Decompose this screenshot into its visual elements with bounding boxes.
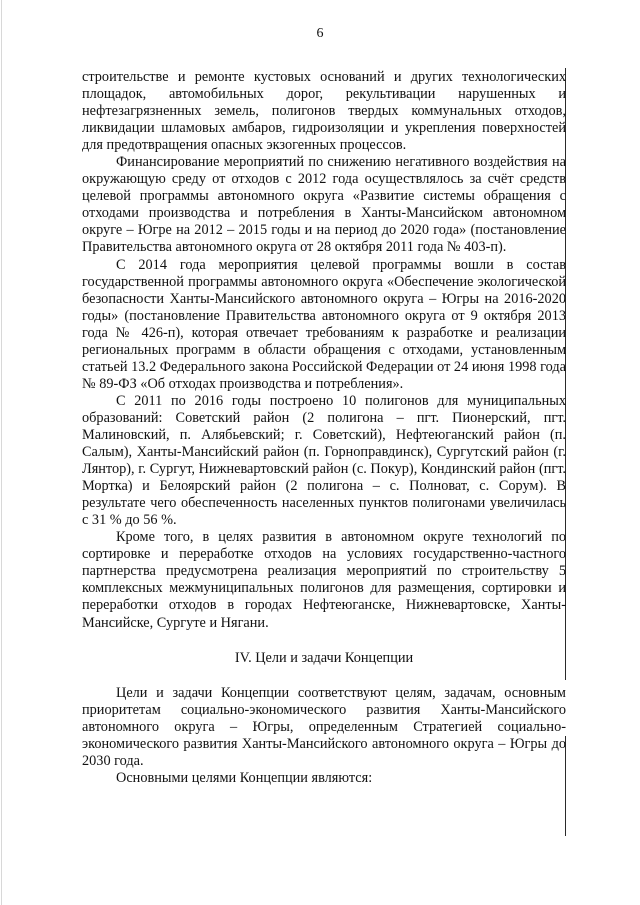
paragraph-state-program: С 2014 года мероприятия целевой программы вошли в состав государственной программы автономного округа «Обеспечение экологической безопасности Ханты-Мансийского автономного округа – Югры на 2016-2020 годы» (постановление Правительства автономного округа от 9 октября 2013 года № 426-п), которая отвечает требованиям к разработке и реализации региональных программ в области обращения с отходами, установленным статьей 13.2 Федерального закона Российской Федерации от 24 июня 1998 года № 89-ФЗ «Об отходах производства и потребления». bbox=[82, 256, 566, 392]
paragraph-partnership: Кроме того, в целях развития в автономном округе технологий по сортировке и переработке отходов на условиях государственно-частного партнерства предусмотрена реализация мероприятий по строительству 5 комплексных межмуниципальных полигонов для размещения, сортировки и переработки отходов в городах Нефтеюганске, Нижневартовске, Ханты-Мансийске, Сургуте и Нягани. bbox=[82, 529, 566, 631]
paragraph-continuation: строительстве и ремонте кустовых оснований и других технологических площадок, автомобильных дорог, рекультивации нарушенных и нефтезагрязненных земель, полигонов твердых коммунальных отходов, ликвидации шламовых амбаров, гидроизоляции и укрепления поверхностей для предотвращения опасных экзогенных процессов. bbox=[82, 69, 566, 154]
paragraph-goals: Цели и задачи Концепции соответствуют целям, задачам, основным приоритетам социально-экономического развития Ханты-Мансийского автономного округа – Югры, определенным Стратегией социально-экономического развития Ханты-Мансийского автономного округа – Югры до 2030 года. bbox=[82, 684, 566, 769]
paragraph-main-goals: Основными целями Концепции являются: bbox=[116, 769, 373, 786]
paragraph-financing: Финансирование мероприятий по снижению негативного воздействия на окружающую среду от отходов с 2012 года осуществлялось за счёт средств целевой программы автономного округа «Развитие системы обращения с отходами производства и потребления в Ханты-Мансийском автономном округе – Югре на 2012 – 2015 годы и на период до 2020 года» (постановление Правительства автономного округа от 28 октября 2011 года № 403-п). bbox=[82, 154, 566, 256]
section-heading: IV. Цели и задачи Концепции bbox=[234, 649, 414, 666]
scan-edge-line bbox=[1, 0, 2, 905]
page-number: 6 bbox=[316, 26, 324, 41]
paragraph-landfills: С 2011 по 2016 годы построено 10 полигонов для муниципальных образований: Советский район (2 полигона – пгт. Пионерский, пгт. Малиновский, п. Алябьевский; г. Советский), Нефтеюганский район (п. Салым), Ханты-Мансийский район (п. Горноправдинск), Сургутский район (г. Лянтор), г. Сургут, Нижневартовский район (с. Покур), Кондинский район (пгт. Мортка) и Белоярский район (2 полигона – с. Полноват, с. Сорум). В результате чего обеспеченность населенных пунктов полигонами увеличилась с 31 % до 56 %. bbox=[82, 392, 566, 529]
document-body bbox=[82, 69, 566, 787]
